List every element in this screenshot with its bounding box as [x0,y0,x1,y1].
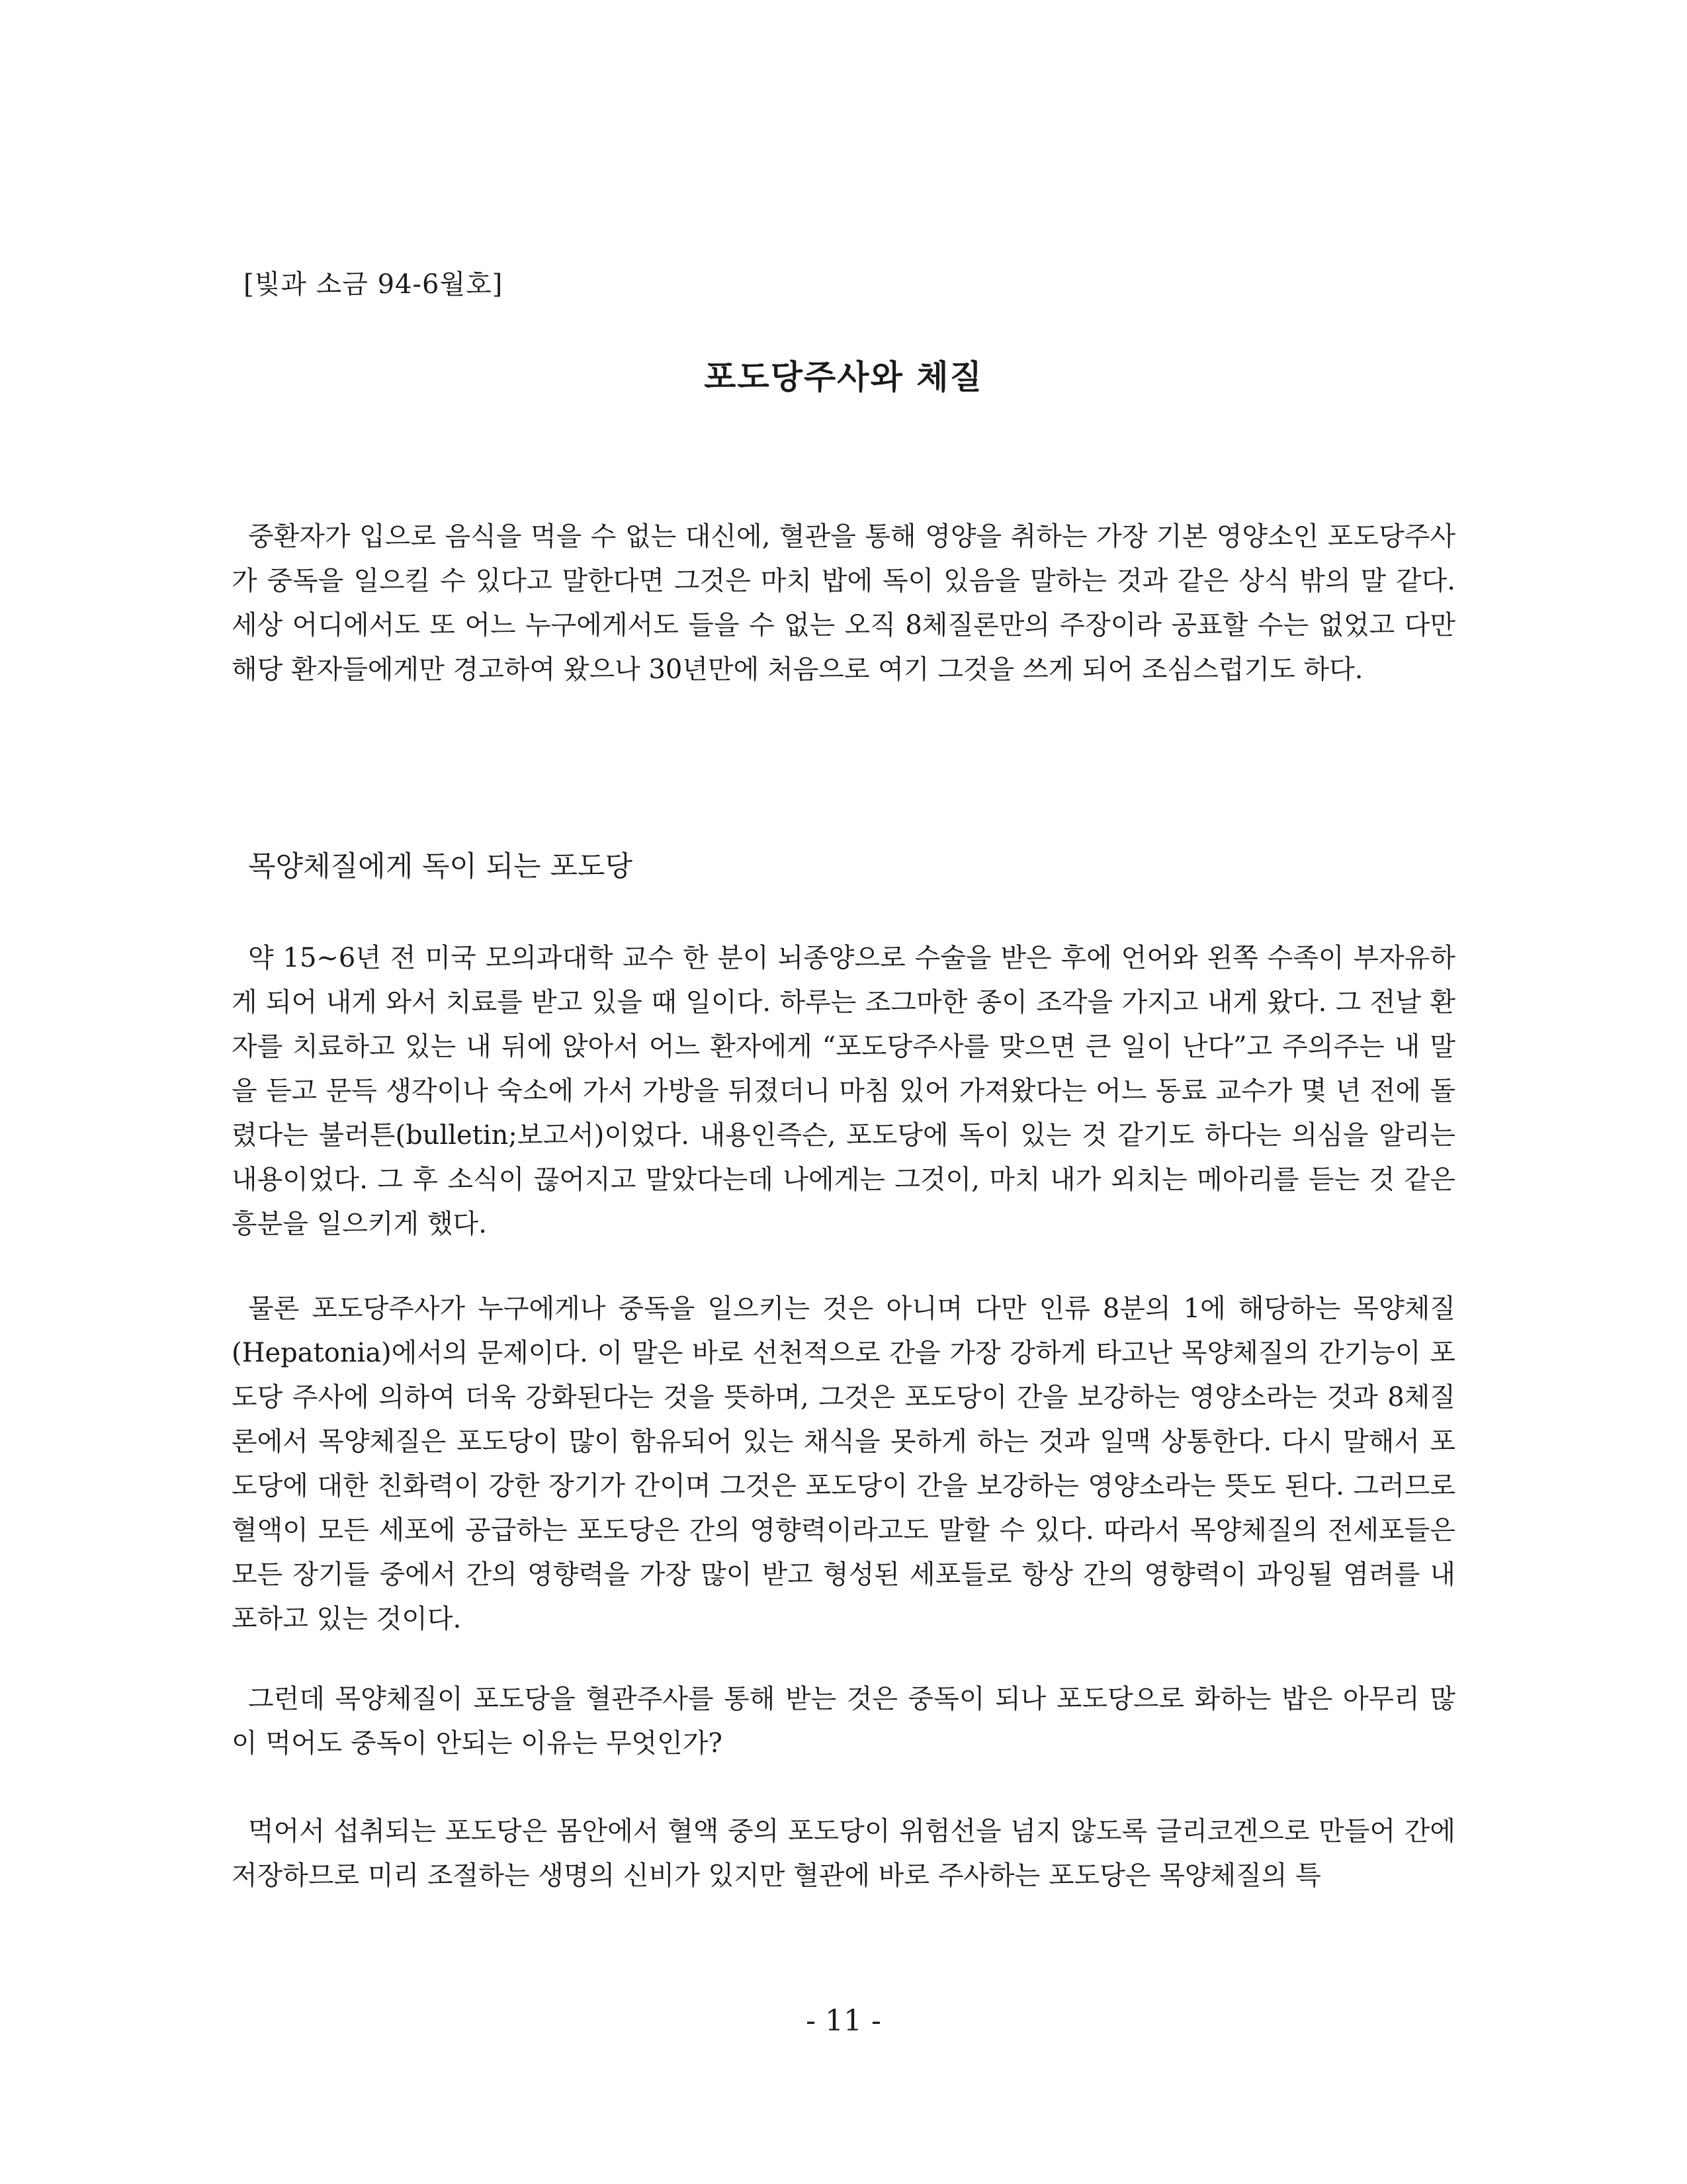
body-paragraph-3: 그런데 목양체질이 포도당을 혈관주사를 통해 받는 것은 중독이 되나 포도당으로 화하는 밥은 아무리 많이 먹어도 중독이 안되는 이유는 무엇인가? [232,1684,1455,1759]
page-number: - 11 - [806,2004,881,2038]
section-heading: 목양체질에게 독이 되는 포도당 [248,850,632,883]
source-citation: [빛과 소금 94-6월호] [243,269,503,300]
article-title: 포도당주사와 체질 [704,357,983,396]
body-paragraph-4: 먹어서 섭취되는 포도당은 몸안에서 혈액 중의 포도당이 위험선을 넘지 않도록 글리코겐으로 만들어 간에 저장하므로 미리 조절하는 생명의 신비가 있지만 혈관에 바로 주사하는 포도당은 목양체질의 특 [232,1816,1455,1891]
body-paragraph-2: 물론 포도당주사가 누구에게나 중독을 일으키는 것은 아니며 다만 인류 8분의 1에 해당하는 목양체질(Hepatonia)에서의 문제이다. 이 말은 바로 선천적으로 간을 가장 강하게 타고난 목양체질의 간기능이 포도당 주사에 의하여 더욱 강화된다는 것을 뜻하며, 그것은 포도당이 간을 보강하는 영양소라는 것과 8체질론에서 목양체질은 포도당이 많이 함유되어 있는 채식을 못하게 하는 것과 일맥 상통한다. 다시 말해서 포도당에 대한 친화력이 강한 장기가 간이며 그것은 포도당이 간을 보강하는 영양소라는 뜻도 된다. 그러므로 혈액이 모든 세포에 공급하는 포도당은 간의 영향력이라고도 말할 수 있다. 따라서 목양체질의 전세포들은 모든 장기들 중에서 간의 영향력을 가장 많이 받고 형성된 세포들로 항상 간의 영향력이 과잉될 염려를 내포하고 있는 것이다. [232,1293,1455,1634]
intro-paragraph: 중환자가 입으로 음식을 먹을 수 없는 대신에, 혈관을 통해 영양을 취하는 가장 기본 영양소인 포도당주사가 중독을 일으킬 수 있다고 말한다면 그것은 마치 밥에 독이 있음을 말하는 것과 같은 상식 밖의 말 같다. 세상 어디에서도 또 어느 누구에게서도 들을 수 없는 오직 8체질론만의 주장이라 공표할 수는 없었고 다만 해당 환자들에게만 경고하여 왔으나 30년만에 처음으로 여기 그것을 쓰게 되어 조심스럽기도 하다. [232,521,1455,685]
body-paragraph-1: 약 15~6년 전 미국 모의과대학 교수 한 분이 뇌종양으로 수술을 받은 후에 언어와 왼쪽 수족이 부자유하게 되어 내게 와서 치료를 받고 있을 때 일이다. 하루는 조그마한 종이 조각을 가지고 내게 왔다. 그 전날 환자를 치료하고 있는 내 뒤에 앉아서 어느 환자에게 “포도당주사를 맞으면 큰 일이 난다”고 주의주는 내 말을 듣고 문득 생각이나 숙소에 가서 가방을 뒤졌더니 마침 있어 가져왔다는 어느 동료 교수가 몇 년 전에 돌렸다는 불러튼(bulletin;보고서)이었다. 내용인즉슨, 포도당에 독이 있는 것 같기도 하다는 의심을 알리는 내용이었다. 그 후 소식이 끊어지고 말았다는데 나에게는 그것이, 마치 내가 외치는 메아리를 듣는 것 같은 흥분을 일으키게 했다. [232,943,1456,1239]
